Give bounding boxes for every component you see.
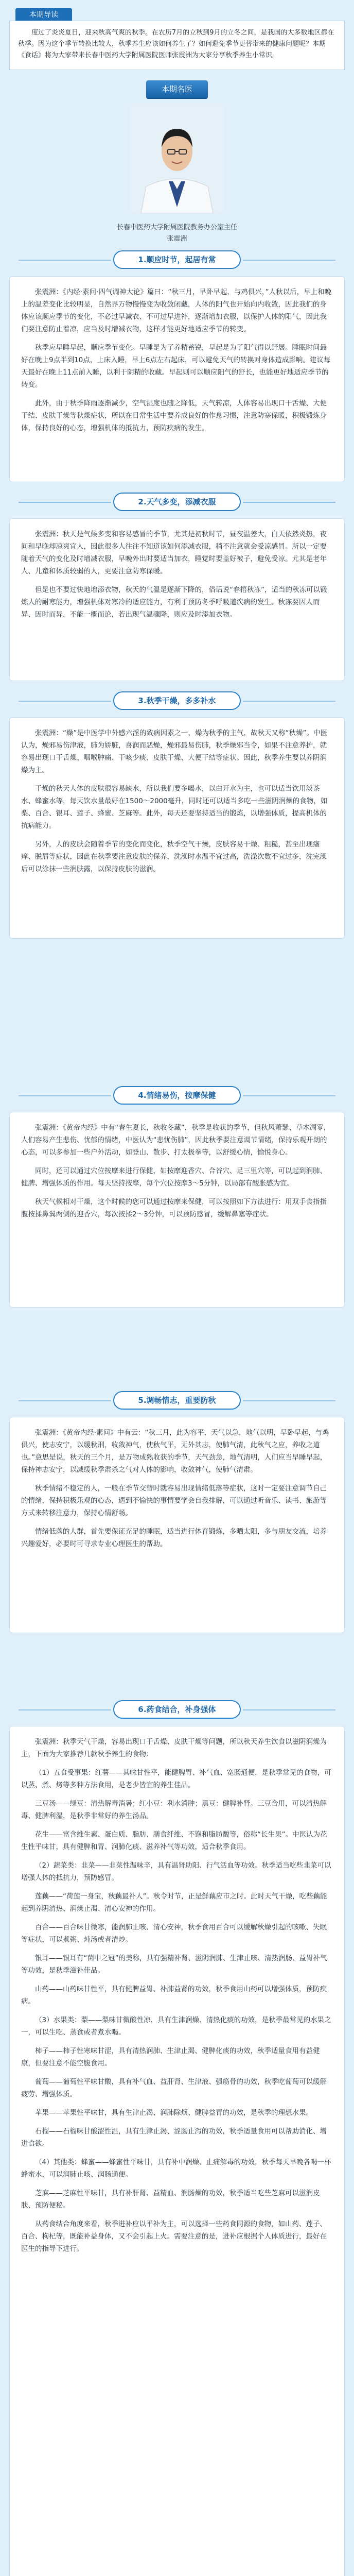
- section-3-paragraph: 干燥的秋天人体的皮肤很容易缺水，所以我们要多喝水，以白开水为主，也可以适当饮用淡茶水、蜂蜜水等，每天饮水量最好在1500～2000毫升，同时还可以适当多吃一些滋阴润燥的食物，如梨、百合、银耳、莲子、蜂蜜、芝麻等。此外，每天还要坚持适当的锻炼，以增强体质，提高机体的抗病能力。: [21, 785, 328, 830]
- food-item: （4）其他类：蜂蜜——蜂蜜性平味甘，具有补中润燥、止痛解毒的功效，秋季每天早晚各喝一杯蜂蜜水，可以润肺止咳、润肠通便。: [21, 2158, 331, 2179]
- section-5-paragraph: 秋季情绪不稳定的人，一般在季节交替时就容易出现情绪低落等症状，这时一定要注意调节自己的情绪，保持积极乐观的心态，遇到不愉快的事情要学会自我排解，可以通过听音乐、读书、旅游等方式来转移注意力，保持心情舒畅。: [21, 1484, 327, 1517]
- food-item: 山药——山药味甘性平，具有健脾益胃、补肺益肾的功效，秋季食用山药可以增强体质，预防疾病。: [21, 1985, 327, 2006]
- section-1-title: 1.顺应时节，起居有常: [113, 250, 241, 269]
- food-item: （3）水果类：梨——梨味甘微酸性凉，具有生津润燥、清热化痰的功效，是秋季最常见的水果之一，可以生吃、蒸食或者煮水喝。: [21, 2016, 331, 2037]
- food-item: （1）五食受事果：红薯——其味甘性平，能健脾胃、补气血、宽肠通便，是秋季常见的食物，可以蒸、煮、烤等多种方法食用，是老少皆宜的养生佳品。: [21, 1769, 331, 1789]
- section-1-paragraph: 张震洲：《内经·素问·四气调神大论》篇曰：“秋三月，早卧早起，与鸡俱兴，”人秋以后，早上和晚上的温差变化比较明显，自然界万物慢慢变为收敛闭藏，人体的阳气也开始向内收敛，因此我们的身体应该顺应季节的变化，不必过早减衣、不可过早进补，逐渐增加衣服，以保护人体的阳气，因此我们要注意防止着凉，应当及时增减衣物，这样才能更好地适应季节的转变。: [21, 288, 332, 333]
- food-item: 银耳——银耳有“菌中之冠”的美称，具有强精补肾、滋阴润肺、生津止咳、清热润肠、益胃补气等功效，是秋季滋补佳品。: [21, 1954, 327, 1975]
- doctor-portrait-icon: [131, 104, 223, 213]
- section-6-card: [9, 1726, 345, 2576]
- section-4-paragraph: 张震洲：《黄帝内经》中有“春生夏长，秋收冬藏”，秋季是收获的季节，但秋风萧瑟、草木凋零，人们容易产生悲伤、忧郁的情绪，中医认为“悲忧伤肺”，因此秋季要注意调节情绪，保持乐观开朗的心态，可以多参加一些户外活动，如登山、散步、打太极拳等，以舒缓心情，愉悦身心。: [21, 1124, 331, 1157]
- section-6-paragraph: 从药食结合角度来看，秋季进补应以平补为主，可以选择一些药食同源的食物，如山药、莲子、百合、枸杞等，既能补益身体，又不会引起上火。需要注意的是，进补应根据个人体质进行，最好在医生的指导下进行。: [21, 2220, 327, 2253]
- food-item: 石榴——石榴味甘酸涩性温，具有生津止渴、涩肠止泻的功效，秋季适量食用可以帮助消化、增进食欲。: [21, 2127, 327, 2148]
- section-3-title: 3.秋季干燥，多多补水: [113, 691, 241, 710]
- food-item: 百合——百合味甘微寒，能润肺止咳、清心安神，秋季食用百合可以缓解秋燥引起的咳嗽、失眠等症状，可以煮粥、炖汤或者清炒。: [21, 1923, 327, 1944]
- editor-note-tag: 本期导读: [15, 8, 72, 22]
- intro-text: 度过了炎炎夏日，迎来秋高气爽的秋季。在农历7月的立秋到9月的立冬之间，是我国的大多数地区都在秋季。因为这个季节转换比较大，秋季养生应该如何养生了？如何避免季节更替带来的健康问题呢？本期《食话》将为大家带来长春中医药大学附属医院医师张震洲为大家分享秋季养生小常识。: [18, 29, 334, 59]
- expert-section-header: 本期名医: [146, 80, 208, 98]
- section-1-paragraph: 秋季应早睡早起，顺应季节变化。早睡是为了养精蓄锐，早起是为了阳气得以舒展。睡眠时间最好在晚上9点半到10点，上床入睡，早上6点左右起床，可以避免天气的转换对身体造成影响。建议每天最好在晚上11点前入睡，以利于阴精的收藏。早起则可以顺应阳气的舒长，也能更好地适应季节的转变。: [21, 344, 331, 389]
- section-1-paragraph: 此外，由于秋季降雨逐渐减少，空气湿度也随之降低，天气转凉，人体容易出现口干舌燥、大便干结、皮肤干燥等秋燥症状，所以在日常生活中要养成良好的作息习惯，注意防寒保暖，积极锻炼身体，保持良好的心态，增强机体的抵抗力，预防疾病的发生。: [21, 399, 327, 432]
- section-2-title: 2.天气多变，添减衣服: [113, 493, 241, 511]
- expert-name: 张震洲: [167, 235, 187, 243]
- section-4-card: [9, 1112, 345, 1308]
- food-item: 苹果——苹果性平味甘，具有生津止渴、润肺除烦、健脾益胃的功效，是秋季的理想水果。: [35, 2109, 313, 2117]
- section-5-card: [9, 1417, 345, 1633]
- food-item: 芝麻——芝麻性平味甘，具有补肝肾、益精血、润肠燥的功效，秋季适当吃些芝麻可以滋润皮肤、预防便秘。: [21, 2189, 320, 2210]
- expert-photo: [131, 104, 223, 213]
- section-2-card: [9, 518, 345, 681]
- section-3-paragraph: 另外，人的皮肤会随着季节的变化而变化，秋季空气干燥，皮肤容易干燥、粗糙，甚至出现瘙痒、脱屑等症状，因此在秋季要注意皮肤的保养，洗澡时水温不宜过高，洗澡次数不宜过多，洗完澡后可以涂抹一些润肤露，以保持皮肤的滋润。: [21, 840, 327, 873]
- food-item: 莲藕——“荷莲一身宝，秋藕最补人”。秋令时节，正是鲜藕应市之时。此时天气干燥，吃些藕能起到养阴清热、润燥止渴、清心安神的作用。: [21, 1892, 327, 1913]
- section-6-paragraph: 张震洲：秋季天气干燥，容易出现口干舌燥、皮肤干燥等问题，所以秋天养生饮食以滋阴润燥为主，下面为大家推荐几款秋季养生的食物：: [21, 1738, 327, 1758]
- section-5-title: 5.调畅情志，重要防秋: [113, 1391, 241, 1410]
- section-2-paragraph: 但是也不要过快地增添衣物，秋天的气温是逐渐下降的，俗话说“春捂秋冻”，适当的秋冻可以锻炼人的耐寒能力，增强机体对寒冷的适应能力，有利于预防冬季呼吸道疾病的发生。秋冻要因人而异、因时而异，不能一概而论，若出现气温骤降，则应及时添加衣物。: [21, 586, 327, 619]
- food-item: 葡萄——葡萄性平味甘酸，具有补气血、益肝肾、生津液、强筋骨的功效，秋季吃葡萄可以缓解疲劳、增强体质。: [21, 2078, 327, 2098]
- section-3-card: [9, 717, 345, 939]
- expert-affiliation: 长春中医药大学附属医院教务办公室主任: [116, 224, 237, 231]
- section-4-title: 4.情绪易伤，按摩保健: [113, 1086, 241, 1105]
- section-2-paragraph: 张震洲：秋天是气候多变和容易感冒的季节，尤其是初秋时节，昼夜温差大，白天依然炎热，夜间和早晚却凉爽宜人，因此很多人往往不知道该如何添减衣服，稍不注意就会受凉感冒。所以一定要随着天气的变化及时增减衣服，早晚外出时要适当加衣，睡觉时要盖好被子，避免受凉。尤其是老年人、儿童和体质较弱的人，更要注意防寒保暖。: [21, 530, 327, 575]
- section-4-paragraph: 同时，还可以通过穴位按摩来进行保健，如按摩迎香穴、合谷穴、足三里穴等，可以起到润肺、健脾、增强体质的作用。每天坚持按摩，每个穴位按摩3～5分钟，以局部有酸胀感为宜。: [21, 1167, 327, 1188]
- intro-box: [9, 21, 345, 70]
- section-5-paragraph: 情绪低落的人群，首先要保证充足的睡眠，适当进行体育锻炼，多晒太阳，多与朋友交流，培养兴趣爱好，必要时可寻求专业心理医生的帮助。: [21, 1528, 327, 1548]
- section-6-title: 6.药食结合，补身强体: [113, 1700, 241, 1719]
- food-item: （2）蔬菜类：韭菜——韭菜性温味辛，具有温肾助阳、行气活血等功效。秋季适当吃些韭菜可以增强人体的抵抗力，预防感冒。: [21, 1861, 331, 1882]
- section-1-card: [9, 276, 345, 482]
- section-5-paragraph: 张震洲：《黄帝内经·素问》中有云：“秋三月，此为容平，天气以急，地气以明，早卧早起，与鸡俱兴，使志安宁，以缓秋刑，收敛神气，使秋气平，无外其志，使肺气清，此秋气之应，养收之道也。”意思是说，秋天的三个月，是万物成熟收获的季节，天气劲急，地气清明，人们应当早睡早起，保持神志安宁，以减缓秋季肃杀之气对人体的影响，收敛神气，使肺气清肃。: [21, 1429, 329, 1474]
- section-3-paragraph: 张震洲：“燥”是中医学中外感六淫的致病因素之一，燥为秋季的主气，故秋天又称“秋燥”。中医认为，燥邪易伤津液，肺为娇脏，喜润而恶燥，燥邪最易伤肺，秋季燥邪当令，如果不注意养护，就容易出现口干舌燥、咽喉肿痛、干咳少痰、皮肤干燥、大便干结等症状。因此，秋季养生要以养阴润燥为主。: [21, 729, 327, 774]
- food-item: 柿子——柿子性寒味甘涩，具有清热润肺、生津止渴、健脾化痰的功效，秋季适量食用有益健康，但要注意不能空腹食用。: [21, 2047, 320, 2067]
- food-item: 花生——富含维生素、蛋白质、脂肪、膳食纤维、不饱和脂肪酸等，俗称“长生果”。中医认为花生性平味甘，具有健脾和胃、润肺化痰、滋养补气等功效，适合秋季食用。: [21, 1831, 327, 1851]
- section-4-paragraph: 秋天气候相对干燥，这个时候的您可以通过按摩来保健，可以按照如下方法进行：用双手食指指腹按揉鼻翼两侧的迎香穴，每次按揉2～3分钟，可以预防感冒，缓解鼻塞等症状。: [21, 1198, 327, 1218]
- food-item: 三豆汤——绿豆：清热解毒消暑；红小豆：利水消肿；黑豆：健脾补肾。三豆合用，可以清热解毒、健脾利湿，是秋季非常好的养生汤品。: [21, 1800, 327, 1820]
